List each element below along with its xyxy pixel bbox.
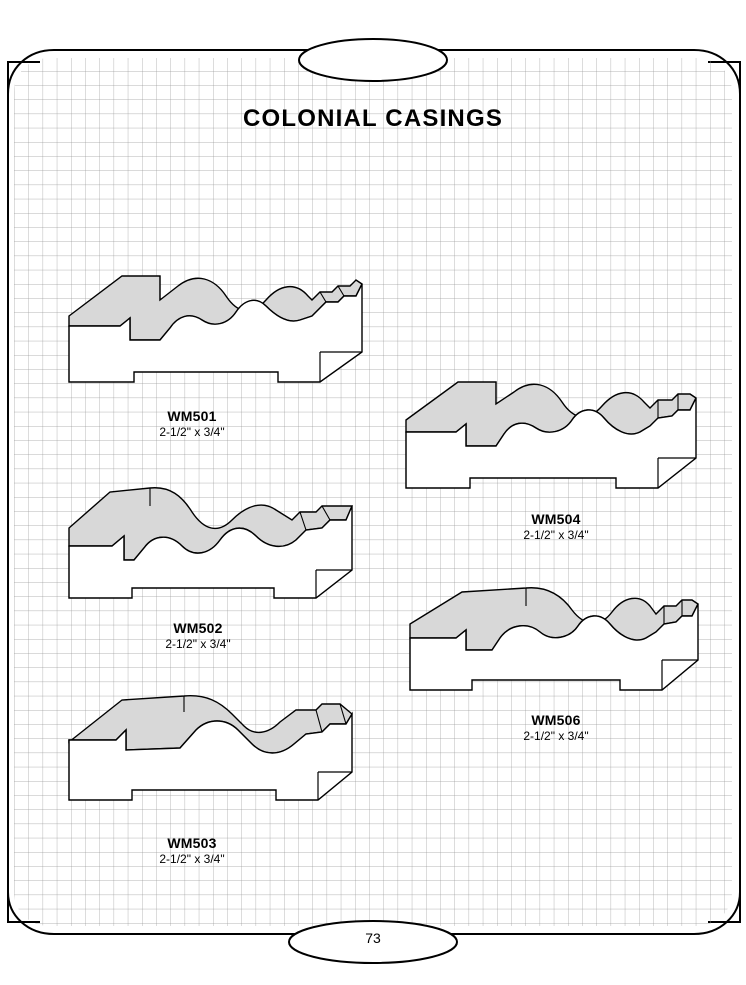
- profile-code: WM502: [173, 620, 223, 636]
- profile-label-wm506: [476, 712, 636, 744]
- profile-size: 2-1/2" x 3/4": [159, 852, 225, 866]
- profile-code: WM501: [167, 408, 217, 424]
- profile-size: 2-1/2" x 3/4": [523, 729, 589, 743]
- profile-label-wm501: [112, 408, 272, 440]
- page-title: COLONIAL CASINGS: [242, 105, 504, 132]
- top-tab: [299, 39, 447, 81]
- profile-size: 2-1/2" x 3/4": [165, 637, 231, 651]
- profile-size: 2-1/2" x 3/4": [523, 528, 589, 542]
- profile-code: WM506: [531, 712, 581, 728]
- profile-label-wm502: [118, 620, 278, 652]
- profile-code: WM504: [531, 511, 581, 527]
- profile-label-wm503: [112, 835, 272, 867]
- profile-size: 2-1/2" x 3/4": [159, 425, 225, 439]
- profile-wm503: [69, 696, 352, 800]
- profile-code: WM503: [167, 835, 217, 851]
- profile-label-wm504: [476, 511, 636, 543]
- page-number: 73: [365, 930, 381, 946]
